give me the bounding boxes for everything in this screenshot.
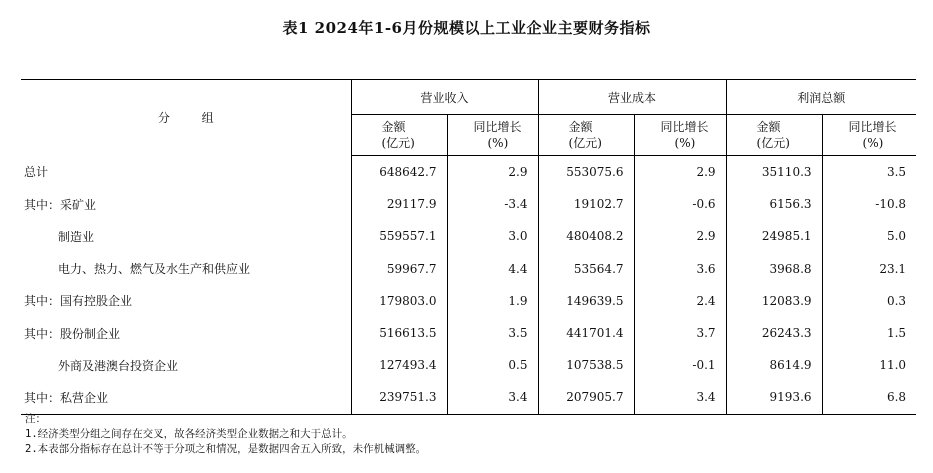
revenue-growth-cell: 0.5 — [447, 349, 538, 381]
row-label: 其中：股份制企业 — [24, 326, 121, 341]
cost-amount-cell: 441701.4 — [538, 317, 634, 349]
profit-amount-cell: 26243.3 — [726, 317, 822, 349]
cost-growth-cell: 2.4 — [634, 285, 726, 317]
revenue-growth-header: 同比增长 (%) — [447, 115, 538, 156]
revenue-growth-cell: 1.9 — [447, 285, 538, 317]
table-row — [21, 188, 916, 220]
profit-growth-cell: 23.1 — [822, 253, 916, 285]
cost-growth-cell: -0.6 — [634, 188, 726, 220]
revenue-amount-cell: 559557.1 — [351, 220, 447, 252]
notes-heading: 注： — [25, 413, 46, 425]
revenue-amount-cell: 179803.0 — [351, 285, 447, 317]
profit-amount-cell: 6156.3 — [726, 188, 822, 220]
row-label: 制造业 — [58, 229, 95, 244]
cost-growth-header: 同比增长 (%) — [634, 115, 726, 156]
cost-amount-header: 金额 (亿元) — [538, 115, 634, 156]
cost-growth-cell: -0.1 — [634, 349, 726, 381]
profit-amount-cell: 24985.1 — [726, 220, 822, 252]
financial-indicators-table — [21, 79, 916, 415]
row-label: 外商及港澳台投资企业 — [58, 358, 179, 373]
revenue-growth-cell: 2.9 — [447, 156, 538, 189]
cost-amount-cell: 107538.5 — [538, 349, 634, 381]
revenue-growth-cell: 4.4 — [447, 253, 538, 285]
profit-growth-cell: 0.3 — [822, 285, 916, 317]
revenue-amount-cell: 239751.3 — [351, 381, 447, 414]
profit-growth-cell: 3.5 — [822, 156, 916, 189]
cost-amount-cell: 53564.7 — [538, 253, 634, 285]
table-title: 表1 2024年1-6月份规模以上工业企业主要财务指标 — [282, 19, 651, 37]
profit-growth-cell: -10.8 — [822, 188, 916, 220]
profit-growth-cell: 11.0 — [822, 349, 916, 381]
row-label: 电力、热力、燃气及水生产和供应业 — [58, 262, 251, 277]
cost-amount-cell: 19102.7 — [538, 188, 634, 220]
profit-amount-cell: 35110.3 — [726, 156, 822, 189]
section-header-revenue: 营业收入 — [351, 80, 538, 115]
table-row — [21, 156, 916, 189]
revenue-amount-cell: 29117.9 — [351, 188, 447, 220]
cost-growth-cell: 3.6 — [634, 253, 726, 285]
section-header-profit: 利润总额 — [726, 80, 916, 115]
row-label: 其中：私营企业 — [21, 381, 351, 414]
table-row — [21, 253, 916, 285]
table-row — [21, 317, 916, 349]
note-item: 2.本表部分指标存在总计不等于分项之和情况，是数据四舍五入所致，未作机械调整。 — [25, 443, 427, 455]
table-body — [21, 156, 916, 415]
profit-growth-cell: 1.5 — [822, 317, 916, 349]
note-item: 1.经济类型分组之间存在交叉，故各经济类型企业数据之和大于总计。 — [25, 428, 353, 440]
cost-amount-cell: 207905.7 — [538, 381, 634, 414]
revenue-amount-cell: 648642.7 — [351, 156, 447, 189]
row-label: 总计 — [24, 165, 49, 180]
revenue-amount-cell: 127493.4 — [351, 349, 447, 381]
table-row — [21, 349, 916, 381]
profit-growth-header: 同比增长 (%) — [822, 115, 916, 156]
profit-amount-cell: 8614.9 — [726, 349, 822, 381]
revenue-growth-cell: 3.4 — [447, 381, 538, 414]
revenue-amount-header: 金额 (亿元) — [351, 115, 447, 156]
cost-growth-cell: 2.9 — [634, 156, 726, 189]
revenue-growth-cell: -3.4 — [447, 188, 538, 220]
profit-growth-cell: 5.0 — [822, 220, 916, 252]
revenue-amount-cell: 516613.5 — [351, 317, 447, 349]
table-row — [21, 381, 916, 414]
table-row — [21, 220, 916, 252]
profit-growth-cell: 6.8 — [822, 381, 916, 414]
revenue-amount-cell: 59967.7 — [351, 253, 447, 285]
cost-growth-cell: 3.4 — [634, 381, 726, 414]
table-row — [21, 285, 916, 317]
revenue-growth-cell: 3.0 — [447, 220, 538, 252]
profit-amount-cell: 9193.6 — [726, 381, 822, 414]
profit-amount-cell: 3968.8 — [726, 253, 822, 285]
notes — [25, 412, 915, 457]
profit-amount-header: 金额 (亿元) — [726, 115, 822, 156]
cost-amount-cell: 480408.2 — [538, 220, 634, 252]
cost-amount-cell: 149639.5 — [538, 285, 634, 317]
section-header-cost: 营业成本 — [538, 80, 726, 115]
cost-growth-cell: 3.7 — [634, 317, 726, 349]
profit-amount-cell: 12083.9 — [726, 285, 822, 317]
cost-growth-cell: 2.9 — [634, 220, 726, 252]
revenue-growth-cell: 3.5 — [447, 317, 538, 349]
row-label: 其中：国有控股企业 — [24, 294, 133, 309]
group-header: 分 组 — [21, 80, 351, 156]
row-label: 其中：采矿业 — [24, 197, 97, 212]
cost-amount-cell: 553075.6 — [538, 156, 634, 189]
